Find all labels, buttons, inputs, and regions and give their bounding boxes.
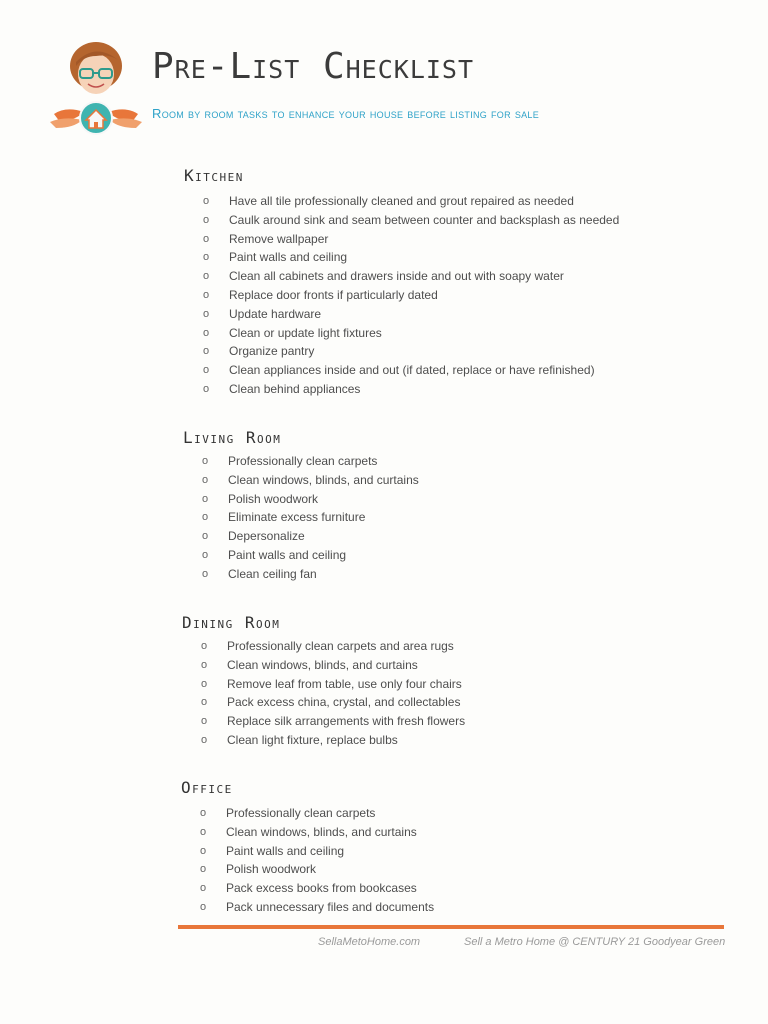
bullet-icon: o — [200, 825, 207, 838]
bullet-icon: o — [203, 288, 210, 301]
bullet-icon: o — [203, 270, 210, 283]
bullet-icon: o — [203, 382, 210, 395]
list-item: o Pack unnecessary files and documents — [226, 898, 434, 917]
list-item: o Polish woodwork — [228, 490, 419, 509]
bullet-icon: o — [202, 511, 209, 524]
footer-website: SellaMetoHome.com — [318, 936, 421, 948]
list-item: o Replace silk arrangements with fresh flowers — [227, 712, 465, 731]
bullet-icon: o — [201, 733, 208, 746]
list-item: o Clean windows, blinds, and curtains — [228, 471, 419, 490]
page-subtitle: Room by room tasks to enhance your house before listing for sale — [152, 106, 540, 121]
list-item: o Clean windows, blinds, and curtains — [227, 656, 465, 675]
list-item: o Pack excess china, crystal, and collectables — [227, 693, 465, 712]
bullet-icon: o — [202, 492, 209, 505]
bullet-icon: o — [200, 807, 207, 819]
list-item: o Caulk around sink and seam between counter and backsplash as needed — [229, 211, 619, 230]
living-room-task-list — [202, 452, 419, 584]
list-item: o Remove leaf from table, use only four chairs — [227, 675, 465, 694]
list-item: o Pack excess books from bookcases — [226, 879, 434, 898]
bullet-icon: o — [200, 882, 207, 895]
footer-tagline: Sell a Metro Home @ CENTURY 21 Goodyear Green — [464, 936, 726, 948]
bullet-icon: o — [202, 530, 209, 543]
office-task-list — [200, 804, 435, 917]
bullet-icon: o — [203, 307, 210, 320]
dining-room-task-list — [201, 637, 466, 750]
bullet-icon: o — [201, 640, 208, 652]
bullet-icon: o — [203, 364, 210, 377]
bullet-icon: o — [202, 548, 209, 561]
bullet-icon: o — [200, 844, 207, 857]
list-item: o Clean or update light fixtures — [229, 324, 619, 343]
bullet-icon: o — [201, 677, 208, 690]
bullet-icon: o — [201, 696, 208, 709]
realtor-logo-icon — [46, 36, 146, 146]
bullet-icon: o — [200, 863, 207, 876]
list-item: o Clean all cabinets and drawers inside and out with soapy water — [229, 267, 619, 286]
list-item: o Eliminate excess furniture — [228, 508, 419, 527]
section-heading-living-room: Living Room — [183, 428, 282, 447]
kitchen-task-list — [203, 192, 620, 399]
list-item: o Organize pantry — [229, 342, 619, 361]
list-item: o Clean behind appliances — [229, 380, 619, 399]
list-item: o Remove wallpaper — [229, 230, 619, 249]
list-item: o Clean ceiling fan — [228, 565, 419, 584]
section-heading-office: Office — [181, 778, 233, 797]
footer-divider — [178, 925, 724, 929]
bullet-icon: o — [201, 658, 208, 671]
list-item: o Clean windows, blinds, and curtains — [226, 823, 434, 842]
bullet-icon: o — [202, 473, 209, 486]
list-item: o Update hardware — [229, 305, 619, 324]
list-item: o Polish woodwork — [226, 860, 434, 879]
bullet-icon: o — [201, 715, 208, 728]
list-item: o Clean appliances inside and out (if dated, replace or have refinished) — [229, 361, 619, 380]
list-item: o Professionally clean carpets — [228, 452, 419, 471]
bullet-icon: o — [202, 455, 209, 467]
list-item: o Clean light fixture, replace bulbs — [227, 731, 465, 750]
bullet-icon: o — [200, 900, 207, 913]
bullet-icon: o — [202, 567, 209, 580]
bullet-icon: o — [203, 213, 210, 226]
section-heading-kitchen: Kitchen — [184, 166, 244, 185]
bullet-icon: o — [203, 195, 210, 207]
bullet-icon: o — [203, 232, 210, 245]
list-item: o Replace door fronts if particularly dated — [229, 286, 619, 305]
list-item: o Professionally clean carpets — [226, 804, 434, 823]
bullet-icon: o — [203, 251, 210, 264]
bullet-icon: o — [203, 326, 210, 339]
page-title: Pre-List Checklist — [152, 46, 475, 87]
list-item: o Paint walls and ceiling — [226, 842, 434, 861]
bullet-icon: o — [203, 345, 210, 358]
list-item: o Professionally clean carpets and area rugs — [227, 637, 465, 656]
list-item: o Paint walls and ceiling — [228, 546, 419, 565]
list-item: o Have all tile professionally cleaned and grout repaired as needed — [229, 192, 619, 211]
section-heading-dining-room: Dining Room — [182, 613, 281, 632]
list-item: o Depersonalize — [228, 527, 419, 546]
list-item: o Paint walls and ceiling — [229, 248, 619, 267]
